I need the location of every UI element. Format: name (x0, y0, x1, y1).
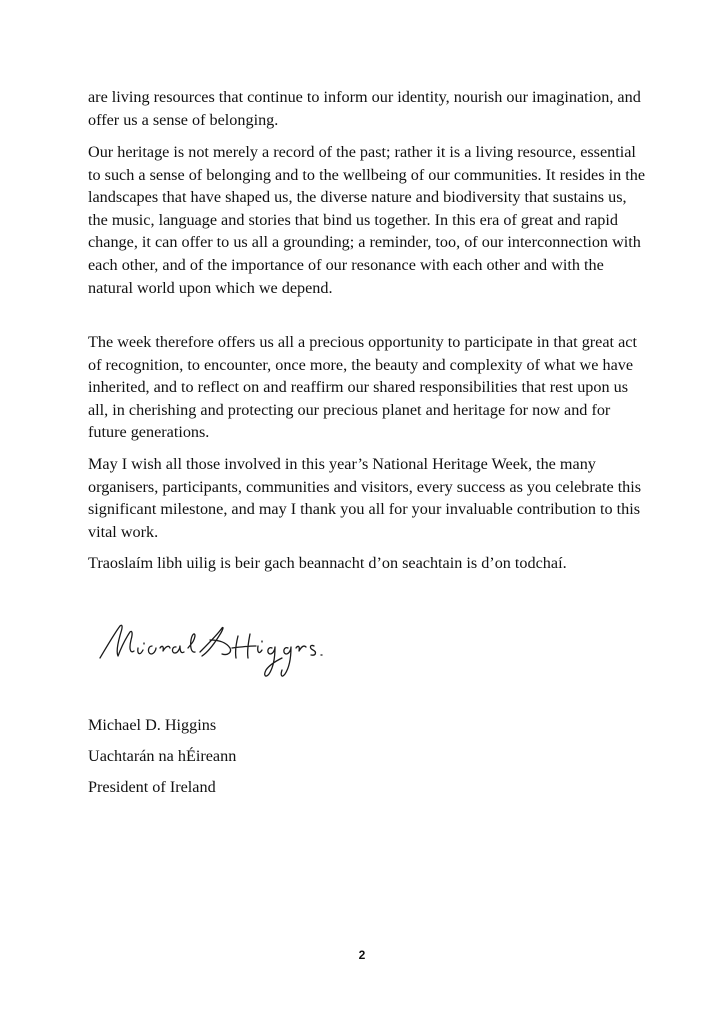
signatory-title-irish: Uachtarán na hÉireann (88, 747, 237, 765)
paragraph-wishes: May I wish all those involved in this year’s National Heritage Week, the many organisers, participants, communities and visitors, every success as you celebrate this significant milestone, and may I thank you all for your invaluable contribution to this vital work. (88, 455, 642, 541)
page-number: 2 (358, 948, 366, 962)
signatory-name: Michael D. Higgins (88, 716, 217, 734)
paragraph-continuation: are living resources that continue to inform our identity, nourish our imagination, and offer us a sense of belonging. (88, 88, 641, 129)
handwritten-signature (92, 618, 332, 688)
paragraph-opportunity: The week therefore offers us all a precious opportunity to participate in that great act of recognition, to encounter, once more, the beauty and complexity of what we have inherited, and to reflect on and reaffirm our shared responsibilities that rest upon us all, in cherishing and protecting our precious planet and heritage for now and for future generations. (88, 333, 637, 442)
paragraph-heritage: Our heritage is not merely a record of the past; rather it is a living resource, essential to such a sense of belonging and to the wellbeing of our communities. It resides in the landscapes that have shaped us, the diverse nature and biodiversity that sustains us, the music, language and stories that bind us together. In this era of great and rapid change, it can offer to us all a grounding; a reminder, too, of our interconnection with each other, and of the importance of our resonance with each other and with the natural world upon which we depend. (88, 143, 645, 297)
paragraph-irish-greeting: Traoslaím libh uilig is beir gach beannacht d’on seachtain is d’on todchaí. (88, 554, 567, 572)
signatory-title-english: President of Ireland (88, 778, 216, 796)
